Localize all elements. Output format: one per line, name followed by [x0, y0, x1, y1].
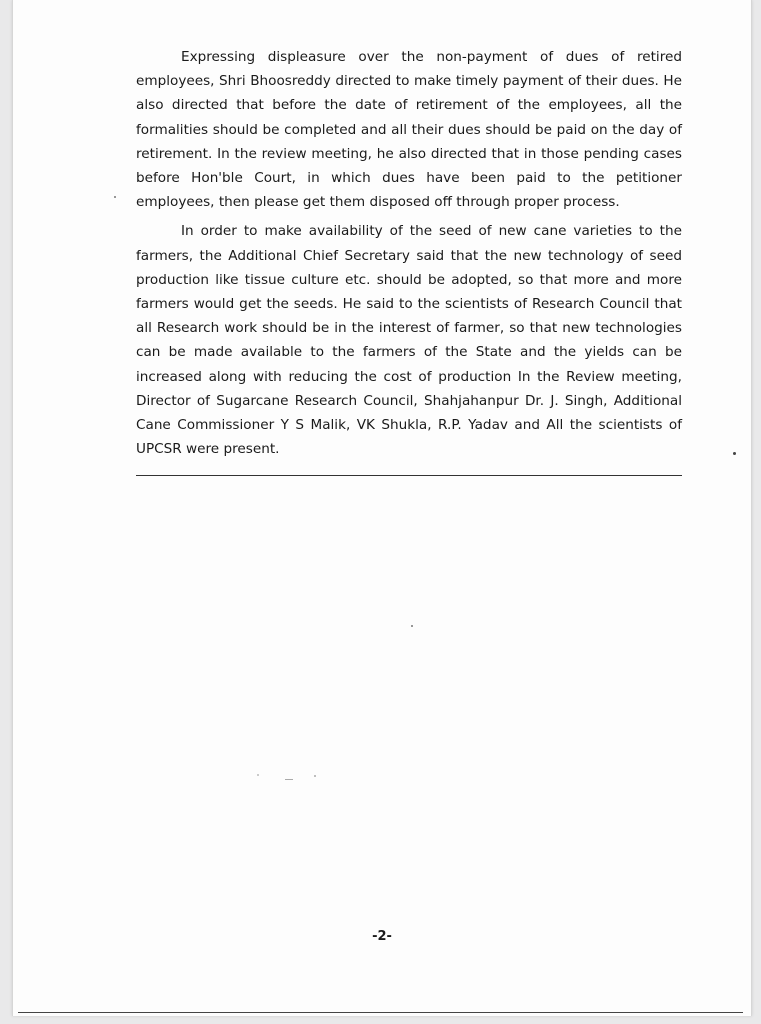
paragraph-seed-technology: In order to make availability of the seed of new cane varieties to the farmers, the Additional Chief Secretary said that the new technology of seed production like tissue culture etc. should be adopted, so that more and more farmers would get the seeds. He said to the scientists of Research Council that all Research work should be in the interest of farmer, so that new technologies can be made available to the farmers of the State and the yields can be increased along with reducing the cost of production In the Review meeting, Director of Sugarcane Research Council, Shahjahanpur Dr. J. Singh, Additional Cane Commissioner Y S Malik, VK Shukla, R.P. Yadav and All the scientists of UPCSR were present. [136, 223, 682, 458]
scan-speck [411, 625, 413, 627]
document-body [136, 45, 682, 466]
scan-speck [733, 452, 736, 455]
scan-speck [114, 196, 116, 198]
page-number: -2- [372, 929, 392, 944]
document-page [12, 0, 752, 1016]
scan-speck [257, 774, 259, 776]
scan-speck [285, 779, 293, 780]
scan-speck [314, 775, 316, 777]
page-bottom-edge [18, 1012, 743, 1013]
section-divider [136, 475, 682, 476]
paragraph-dues: Expressing displeasure over the non-payment of dues of retired employees, Shri Bhoosreddy directed to make timely payment of their dues. He also directed that before the date of retirement of the employees, all the formalities should be completed and all their dues should be paid on the day of retirement. In the review meeting, he also directed that in those pending cases before Hon'ble Court, in which dues have been paid to the petitioner employees, then please get them disposed off through proper process. [136, 49, 682, 211]
